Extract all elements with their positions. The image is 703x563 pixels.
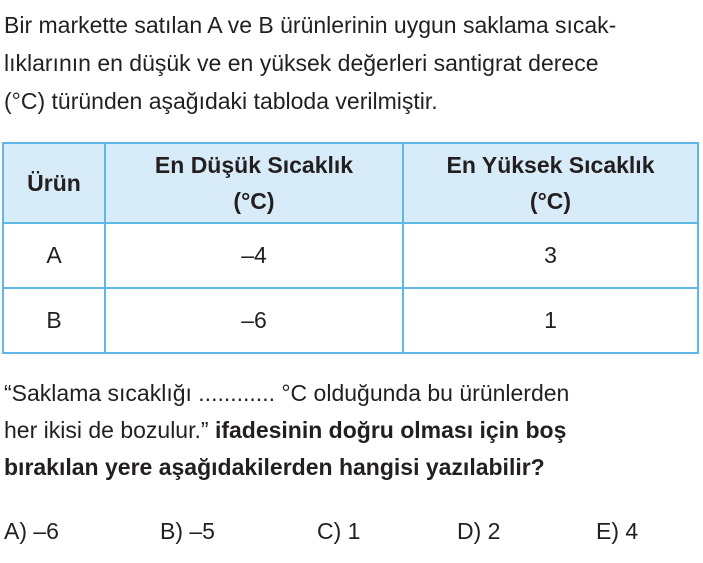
choice-a-label: A) — [4, 518, 27, 544]
cell-highest: 1 — [403, 288, 698, 353]
question-line-2-bold: ifadesinin doğru olması için boş — [214, 417, 567, 443]
header-highest-unit: (°C) — [529, 188, 572, 214]
intro-line-1: Bir markette satılan A ve B ürünlerinin uygun saklama sıcak- — [4, 12, 617, 38]
choice-e[interactable] — [596, 513, 638, 549]
choice-a-value: –6 — [33, 518, 59, 544]
choice-c-label: C) — [317, 518, 342, 544]
cell-highest: 3 — [403, 223, 698, 288]
choice-d[interactable] — [457, 513, 500, 549]
choice-a[interactable] — [4, 513, 59, 549]
question-text — [4, 375, 699, 486]
choice-b-value: –5 — [189, 518, 215, 544]
question-line-3-bold: bırakılan yere aşağıdakilerden hangisi yazılabilir? — [4, 454, 545, 480]
choice-b[interactable] — [160, 513, 215, 549]
intro-line-2: lıklarının en düşük ve en yüksek değerleri santigrat derece — [4, 50, 599, 76]
cell-product: A — [3, 223, 105, 288]
cell-lowest: –6 — [105, 288, 403, 353]
question-line-2 — [4, 412, 699, 449]
intro-line-3: (°C) türünden aşağıdaki tabloda verilmiştir. — [4, 88, 438, 114]
header-product: Ürün — [3, 143, 105, 223]
choice-b-label: B) — [160, 518, 183, 544]
choice-c[interactable] — [317, 513, 360, 549]
cell-lowest: –4 — [105, 223, 403, 288]
question-line-3 — [4, 449, 699, 486]
header-highest-temperature — [403, 143, 698, 223]
question-line-2-plain: her ikisi de bozulur.” — [4, 417, 215, 443]
header-highest-label: En Yüksek Sıcaklık — [446, 152, 655, 178]
choice-c-value: 1 — [347, 518, 361, 544]
temperature-table — [2, 142, 699, 354]
table-header-row — [3, 143, 698, 223]
header-lowest-label: En Düşük Sıcaklık — [154, 152, 354, 178]
choice-d-label: D) — [457, 518, 482, 544]
question-line-1: “Saklama sıcaklığı ............ °C olduğunda bu ürünlerden — [4, 380, 570, 406]
table-row — [3, 288, 698, 353]
choice-e-value: 4 — [625, 518, 639, 544]
choice-e-label: E) — [596, 518, 619, 544]
answer-choices — [0, 513, 703, 549]
cell-product: B — [3, 288, 105, 353]
table-row — [3, 223, 698, 288]
header-lowest-unit: (°C) — [233, 188, 275, 214]
choice-d-value: 2 — [487, 518, 501, 544]
header-lowest-temperature — [105, 143, 403, 223]
question-intro — [4, 6, 699, 120]
